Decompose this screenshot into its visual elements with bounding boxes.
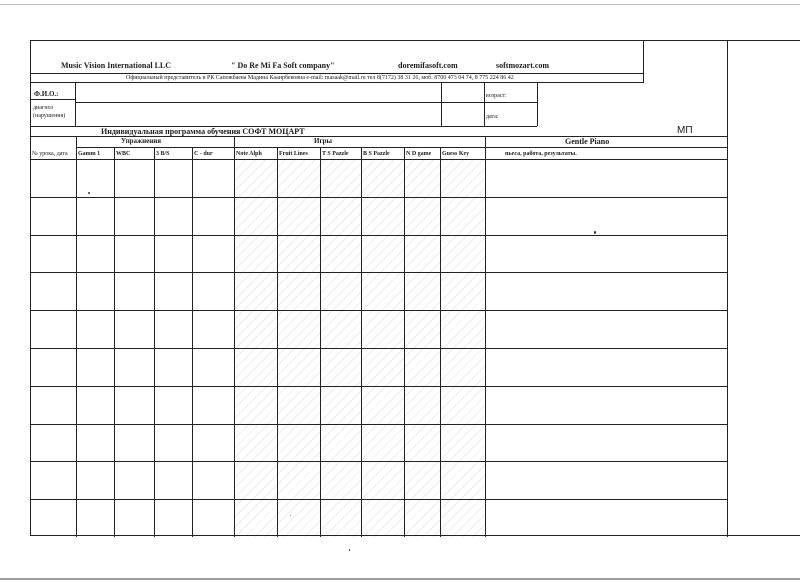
- table-row: [31, 235, 727, 236]
- company-brand: " Do Re Mi Fa Soft company": [231, 61, 335, 70]
- column-divider: [404, 147, 405, 537]
- column-header-bs-pazzle: B S Pazzle: [363, 151, 390, 157]
- group-header-exercises: Упражнения: [121, 137, 162, 145]
- table-row: [31, 272, 727, 273]
- column-divider: [154, 147, 155, 537]
- column-header-guess-key: Guess Key: [442, 151, 470, 157]
- column-header-lesson-date: № урока, дата: [32, 151, 68, 157]
- table-right-border: [727, 41, 728, 537]
- scan-speck: [290, 515, 291, 516]
- program-title: Индивидуальная программа обучения СОФТ МОЦАРТ: [101, 127, 305, 136]
- column-header-3bs: 3 B/S: [156, 151, 170, 157]
- age-label: возраст:: [486, 93, 507, 99]
- group-row-bottom: [76, 147, 727, 148]
- stamp-label: МП: [677, 125, 693, 136]
- scan-speck: [594, 231, 596, 234]
- scan-speck: [88, 192, 90, 194]
- column-header-fruit-lines: Fruit Lines: [279, 151, 308, 157]
- group-header-games: Игры: [314, 137, 332, 145]
- column-divider: [320, 147, 321, 537]
- table-row: [31, 461, 727, 462]
- table-row: [31, 197, 727, 198]
- diagnosis-label-line2: (нарушения): [33, 113, 66, 119]
- scan-edge-top: [0, 4, 800, 5]
- lesson-plan-form: [30, 40, 800, 536]
- scan-edge-bottom: [0, 578, 800, 580]
- table-row: [31, 348, 727, 349]
- column-divider: [440, 147, 441, 537]
- table-row: [31, 424, 727, 425]
- scan-speck: [349, 549, 350, 551]
- column-header-c-dur: C - dur: [194, 151, 213, 157]
- group-header-piano: Gentle Piano: [565, 137, 610, 146]
- column-header-piece-results: пьеса, работа, результаты.: [505, 151, 577, 157]
- column-header-note-alph: Note Alph: [236, 151, 262, 157]
- table-row: [31, 499, 727, 500]
- website-softmozart: softmozart.com: [496, 61, 550, 70]
- column-divider: [192, 147, 193, 537]
- table-row: [31, 386, 727, 387]
- column-header-gamm-1: Gamm 1: [78, 151, 101, 157]
- fio-label: Ф.И.О.:: [34, 90, 59, 98]
- website-doremifasoft: doremifasoft.com: [398, 61, 458, 70]
- column-divider: [277, 147, 278, 537]
- progress-table: [31, 41, 800, 537]
- company-name: Music Vision International LLC: [61, 61, 172, 70]
- column-divider: [114, 147, 115, 537]
- column-header-ts-pazzle: T S Pazzle: [322, 151, 349, 157]
- diagnosis-label-line1: диагноз: [33, 105, 53, 111]
- column-header-wbc: WBC: [116, 151, 131, 157]
- column-header-nd-game: N D game: [406, 151, 432, 157]
- table-row: [31, 310, 727, 311]
- date-label: дата:: [486, 114, 499, 120]
- column-divider: [361, 147, 362, 537]
- representative-contacts: Официальный представитель в РК Сапожбаева Мадина Кааирбековна e-mail: masaak@mail.ru тел 8(7172) 38 31 26, моб. 8700 473 04 74, 8 775 224 86 42: [126, 75, 514, 81]
